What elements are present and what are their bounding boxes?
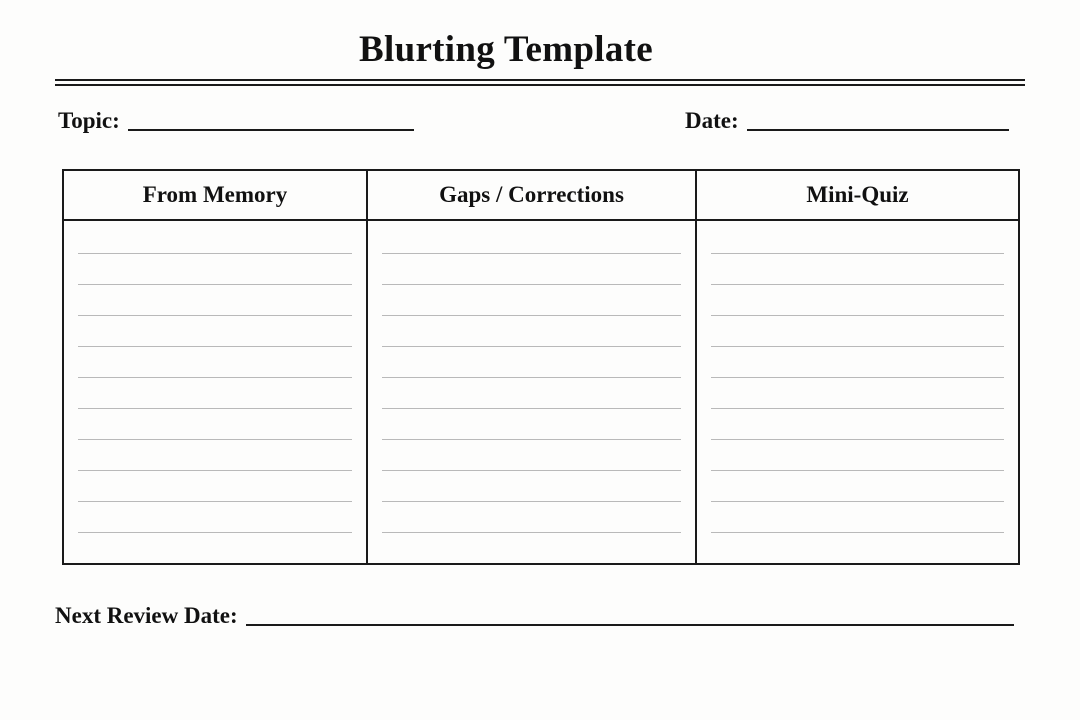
column-from-memory	[64, 171, 366, 563]
date-blank[interactable]	[747, 129, 1009, 131]
column-header-from-memory: From Memory	[64, 171, 366, 221]
title-divider-top	[55, 79, 1025, 81]
ruled-line	[711, 470, 1004, 471]
ruled-line	[711, 346, 1004, 347]
ruled-line	[78, 346, 352, 347]
ruled-line	[382, 253, 681, 254]
ruled-line	[711, 439, 1004, 440]
ruled-line	[78, 253, 352, 254]
column-body-mini-quiz[interactable]	[697, 221, 1018, 563]
ruled-line	[382, 532, 681, 533]
next-review-blank[interactable]	[246, 624, 1014, 626]
ruled-line	[78, 532, 352, 533]
ruled-line	[382, 408, 681, 409]
ruled-line	[78, 408, 352, 409]
topic-blank[interactable]	[128, 129, 414, 131]
ruled-line	[382, 377, 681, 378]
ruled-line	[78, 315, 352, 316]
ruled-line	[382, 470, 681, 471]
ruled-line	[78, 284, 352, 285]
ruled-line	[711, 253, 1004, 254]
column-gaps-corrections	[366, 171, 695, 563]
ruled-line	[382, 439, 681, 440]
topic-label: Topic:	[58, 108, 120, 133]
column-body-from-memory[interactable]	[64, 221, 366, 563]
notes-table	[62, 169, 1020, 565]
ruled-line	[711, 408, 1004, 409]
ruled-line	[78, 377, 352, 378]
ruled-line	[711, 315, 1004, 316]
ruled-line	[711, 501, 1004, 502]
ruled-line	[78, 470, 352, 471]
ruled-line	[78, 439, 352, 440]
ruled-line	[382, 315, 681, 316]
date-field	[685, 108, 1009, 134]
column-mini-quiz	[695, 171, 1018, 563]
ruled-line	[78, 501, 352, 502]
next-review-field	[55, 603, 1014, 629]
ruled-line	[382, 501, 681, 502]
ruled-line	[382, 346, 681, 347]
page-title: Blurting Template	[359, 29, 653, 70]
date-label: Date:	[685, 108, 739, 133]
column-body-gaps-corrections[interactable]	[368, 221, 695, 563]
column-header-mini-quiz: Mini-Quiz	[697, 171, 1018, 221]
ruled-line	[711, 377, 1004, 378]
ruled-line	[711, 284, 1004, 285]
title-divider-bottom	[55, 84, 1025, 86]
ruled-line	[711, 532, 1004, 533]
next-review-label: Next Review Date:	[55, 603, 238, 628]
ruled-line	[382, 284, 681, 285]
topic-field	[58, 108, 414, 134]
column-header-gaps-corrections: Gaps / Corrections	[368, 171, 695, 221]
